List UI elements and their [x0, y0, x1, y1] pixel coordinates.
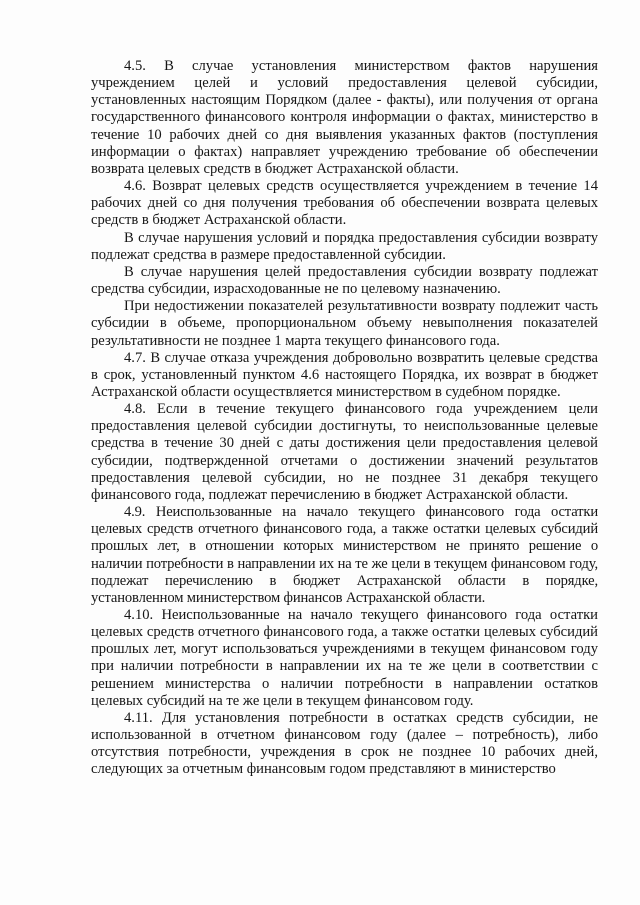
paragraph-4-8: 4.8. Если в течение текущего финансового года учреждением цели предоставления целевой субсидии достигнуты, то неиспользованные целевые средства в течение 30 дней с даты достижения цели предоставления целевой субсидии, подтвержденной отчетами о достижении значений результатов предоставления целевой субсидии, но не позднее 31 декабря текущего финансового года, подлежат перечислению в бюджет Астраханской области. [91, 401, 598, 503]
paragraph-4-6: 4.6. Возврат целевых средств осуществляется учреждением в течение 14 рабочих дней со дня получения требования об обеспечении возврата целевых средств в бюджет Астраханской области. [91, 178, 598, 229]
paragraph-4-7: 4.7. В случае отказа учреждения добровольно возвратить целевые средства в срок, установленный пунктом 4.6 настоящего Порядка, их возврат в бюджет Астраханской области осуществляется министерством в судебном порядке. [91, 349, 598, 400]
paragraph-4-10: 4.10. Неиспользованные на начало текущего финансового года остатки целевых средств отчетного финансового года, а также остатки целевых субсидий прошлых лет, могут использоваться учреждениями в текущем финансовом году при наличии потребности в направлении их на те же цели в соответствии с решением министерства о наличии потребности в направлении остатков целевых субсидий на те же цели в текущем финансовом году. [91, 607, 598, 709]
paragraph-4-11: 4.11. Для установления потребности в остатках средств субсидии, не использованной в отчетном финансовом году (далее – потребность), либо отсутствия потребности, учреждения в срок не позднее 10 рабочих дней, следующих за отчетным финансовым годом представляют в министерство [91, 709, 598, 778]
document-body [91, 58, 598, 779]
paragraph-4-6-indicators: При недостижении показателей результативности возврату подлежит часть субсидии в объеме, пропорциональном объему невыполнения показателей результативности не позднее 1 марта текущего финансового года. [91, 298, 598, 349]
paragraph-4-6-goals: В случае нарушения целей предоставления субсидии возврату подлежат средства субсидии, израсходованные не по целевому назначению. [91, 263, 598, 298]
paragraph-4-6-conditions: В случае нарушения условий и порядка предоставления субсидии возврату подлежат средства в размере предоставленной субсидии. [91, 229, 598, 263]
paragraph-4-9: 4.9. Неиспользованные на начало текущего финансового года остатки целевых средств отчетного финансового года, а также остатки целевых субсидий прошлых лет, в отношении которых министерством не принято решение о наличии потребности в направлении их на те же цели в текущем финансовом году, подлежат перечислению в бюджет Астраханской области в порядке, установленном министерством финансов Астраханской области. [91, 504, 598, 606]
paragraph-4-5: 4.5. В случае установления министерством фактов нарушения учреждением целей и условий предоставления целевой субсидии, установленных настоящим Порядком (далее - факты), или получения от органа государственного финансового контроля информации о фактах, министерство в течение 10 рабочих дней со дня выявления указанных фактов (поступления информации о фактах) направляет учреждению требование об обеспечении возврата целевых средств в бюджет Астраханской области. [91, 58, 598, 177]
